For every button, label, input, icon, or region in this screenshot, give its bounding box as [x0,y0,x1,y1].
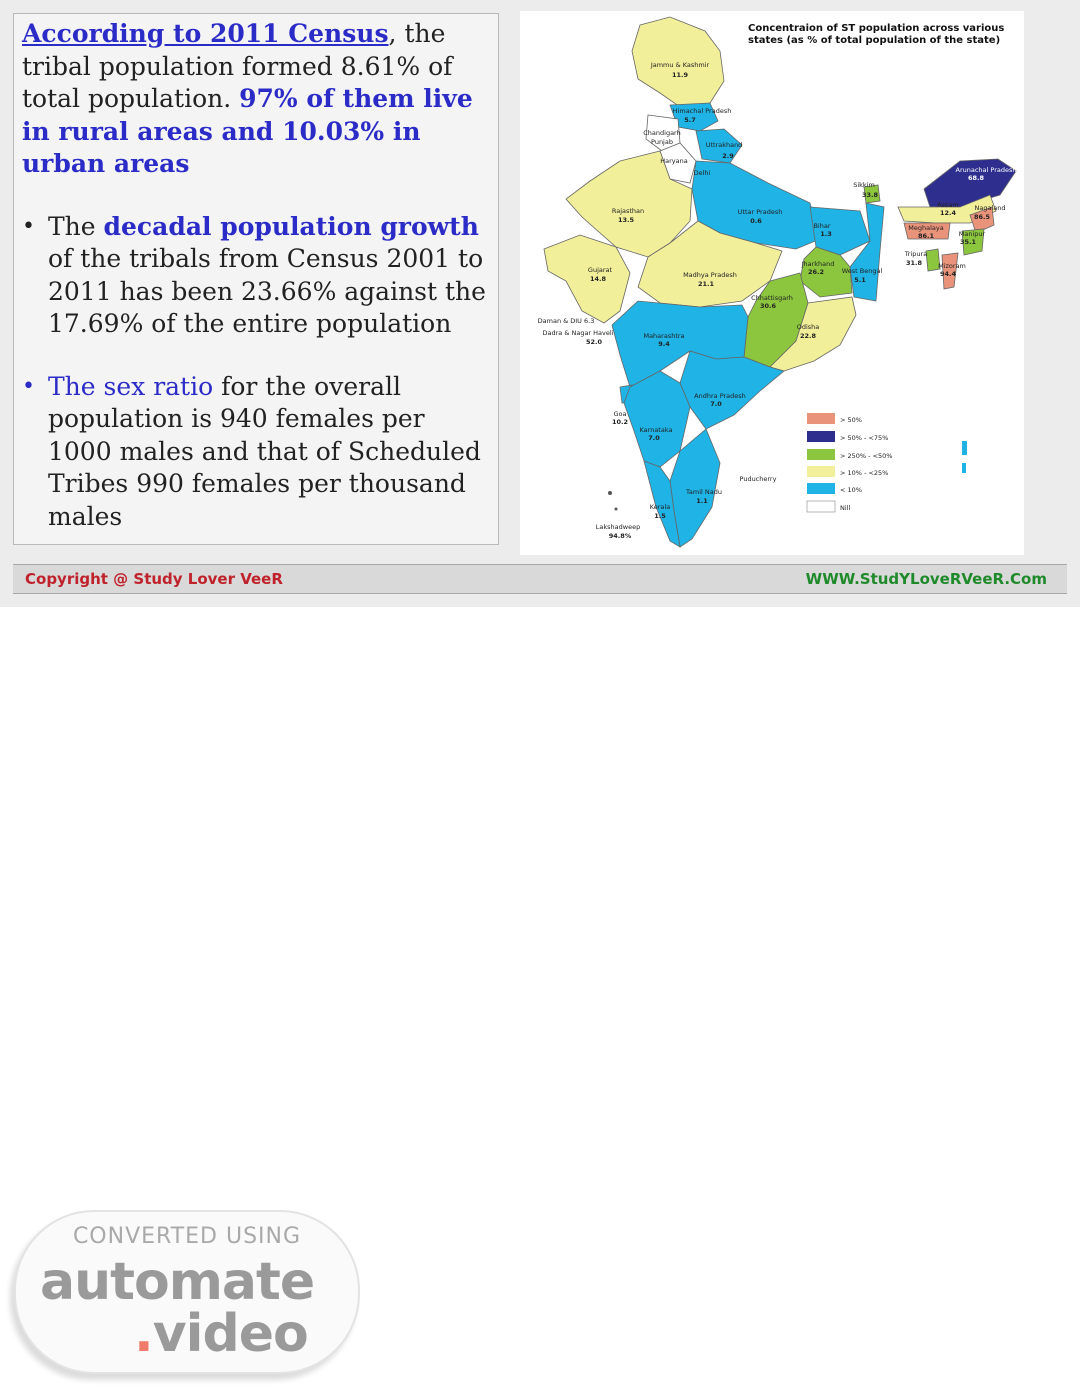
legend-label-6: Nill [840,504,851,512]
legend-label-4: > 10% - <25% [840,469,889,477]
point1-pre: The [48,211,104,241]
value-mizoram: 94.4 [939,270,957,278]
label-nagaland: Nagaland [974,204,1006,212]
bullet-sex-ratio [22,371,490,534]
label-odisha: Odisha [796,323,820,331]
label-sikkim: Sikkim [853,181,875,189]
decadal-growth-highlight: decadal population growth [103,211,479,241]
label-uttar-pradesh: Uttar Pradesh [737,208,783,216]
badge-logo-automate: automate [40,1252,315,1312]
map-title-line1: Concentraion of ST population across various [748,23,1005,34]
copyright-text: Copyright @ Study Lover VeeR [25,570,283,588]
label-lakshadweep: Lakshadweep [595,523,641,531]
legend-swatch-4 [807,466,835,477]
label-chandigarh: Chandigarh [643,129,681,137]
bullet-icon: • [22,373,35,399]
value-madhya-pradesh: 21.1 [697,280,715,288]
region-gujarat [544,235,630,323]
rural-urban-highlight: 97% of them live in rural areas and 10.03% in urban areas [22,84,473,178]
value-jammu-kashmir: 11.9 [671,71,689,79]
label-andhra-pradesh: Andhra Pradesh [694,392,746,400]
label-chhattisgarh: Chhattisgarh [751,294,793,302]
value-west-bengal: 5.1 [854,276,866,284]
value-arunachal-pradesh: 68.8 [967,174,985,182]
label-rajasthan: Rajasthan [611,207,645,215]
label-maharashtra: Maharashtra [643,332,685,340]
text-panel [13,13,499,545]
legend-label-3: > 250% - <50% [840,452,893,460]
legend-swatch-3 [807,449,835,460]
value-karnataka: 7.0 [648,434,660,442]
map-legend [807,413,892,512]
badge-caption: CONVERTED USING [72,1224,302,1249]
label-bihar: Bihar [813,222,831,230]
label-himachal-pradesh: Himachal Pradesh [672,107,732,115]
label-manipur: Manipur [958,230,986,238]
badge-dot: . [134,1304,153,1364]
st-population-map [520,11,1024,555]
value-manipur: 35.1 [959,238,977,246]
map-title-line2: states (as % of total population of the state) [748,35,1001,46]
bullet-icon: • [22,213,35,239]
label-puducherry: Puducherry [739,475,777,483]
intro-text: , the tribal population formed 8.61% of total population. [22,19,453,113]
value-kerala: 1.5 [654,512,666,520]
value-goa: 10.2 [611,418,629,426]
badge-logo-video [134,1304,308,1364]
value-meghalaya: 86.1 [917,232,935,240]
badge-video-text: video [152,1304,308,1364]
legend-swatch-5 [807,483,835,494]
label-delhi: Delhi [693,169,711,177]
label-kerala: Kerala [649,503,671,511]
label-karnataka: Karnataka [639,426,673,434]
value-jharkhand: 26.2 [807,268,825,276]
label-punjab: Punjab [651,138,673,146]
value-chhattisgarh: 30.6 [759,302,777,310]
value-tamil-nadu: 1.1 [696,497,708,505]
region-lakshadweep [608,491,612,495]
label-west-bengal: West Bengal [841,267,883,275]
point1-text: of the tribals from Census 2001 to 2011 has been 23.66% against the 17.69% of the entire population [48,244,486,338]
label-uttarakhand: Uttrakhand [705,141,743,149]
legend-label-1: > 50% [840,416,862,424]
website-link[interactable]: WWW.StudYLoveRVeeR.Com [805,570,1047,588]
bullet-list [22,211,490,534]
bullet-decadal-growth [22,211,490,341]
label-meghalaya: Meghalaya [908,224,944,232]
value-bihar: 1.3 [820,230,832,238]
label-arunachal-pradesh: Arunachal Pradesh [955,166,1017,174]
intro-paragraph [22,18,490,181]
census-link[interactable]: According to 2011 Census [22,19,389,48]
slide [0,0,1080,607]
sex-ratio-highlight [48,372,213,401]
legend-swatch-2 [807,431,835,442]
legend-label-5: < 10% [840,486,862,494]
value-rajasthan: 13.5 [617,216,635,224]
value-gujarat: 14.8 [589,275,607,283]
value-lakshadweep: 94.8% [608,532,632,540]
value-nagaland: 86.5 [973,213,991,221]
value-tripura: 31.8 [905,259,923,267]
legend-label-2: > 50% - <75% [840,434,889,442]
label-tripura: Tripura [904,250,928,258]
legend-swatch-1 [807,413,835,424]
value-maharashtra: 9.4 [658,340,670,348]
point2-text: for the overall population is 940 females per 1000 males and that of Scheduled Tribes 990 females per thousand males [48,371,481,531]
value-himachal-pradesh: 5.7 [684,116,696,124]
value-andhra-pradesh: 7.0 [710,400,722,408]
label-tamil-nadu: Tamil Nadu [686,488,722,496]
label-haryana: Haryana [660,157,688,165]
value-dadra-nagar-haveli: 52.0 [585,338,603,346]
label-jharkhand: Jharkhand [801,260,835,268]
label-daman-diu: Daman & DIU 6.3 [537,317,595,325]
converted-using-badge [14,1210,360,1374]
label-dadra-nagar-haveli: Dadra & Nagar Haveli [542,329,614,337]
value-odisha: 22.8 [799,332,817,340]
label-jammu-kashmir: Jammu & Kashmir [650,61,710,69]
region-andaman-nicobar-south [962,463,966,473]
footer-bar [13,564,1067,594]
region-andaman-nicobar [962,441,967,455]
label-goa: Goa [613,410,627,418]
label-mizoram: Mizoram [938,262,966,270]
label-assam: Assam [937,201,959,209]
region-lakshadweep-dot [615,508,618,511]
india-map-svg [520,11,1024,555]
label-madhya-pradesh: Madhya Pradesh [683,271,737,279]
legend-swatch-6 [807,501,835,512]
label-gujarat: Gujarat [587,266,613,274]
value-sikkim: 33.8 [861,191,879,199]
sex-ratio-label: The sex ratio [48,371,214,401]
value-assam: 12.4 [939,209,957,217]
value-uttarakhand: 2.9 [722,152,734,160]
value-uttar-pradesh: 0.6 [750,217,762,225]
